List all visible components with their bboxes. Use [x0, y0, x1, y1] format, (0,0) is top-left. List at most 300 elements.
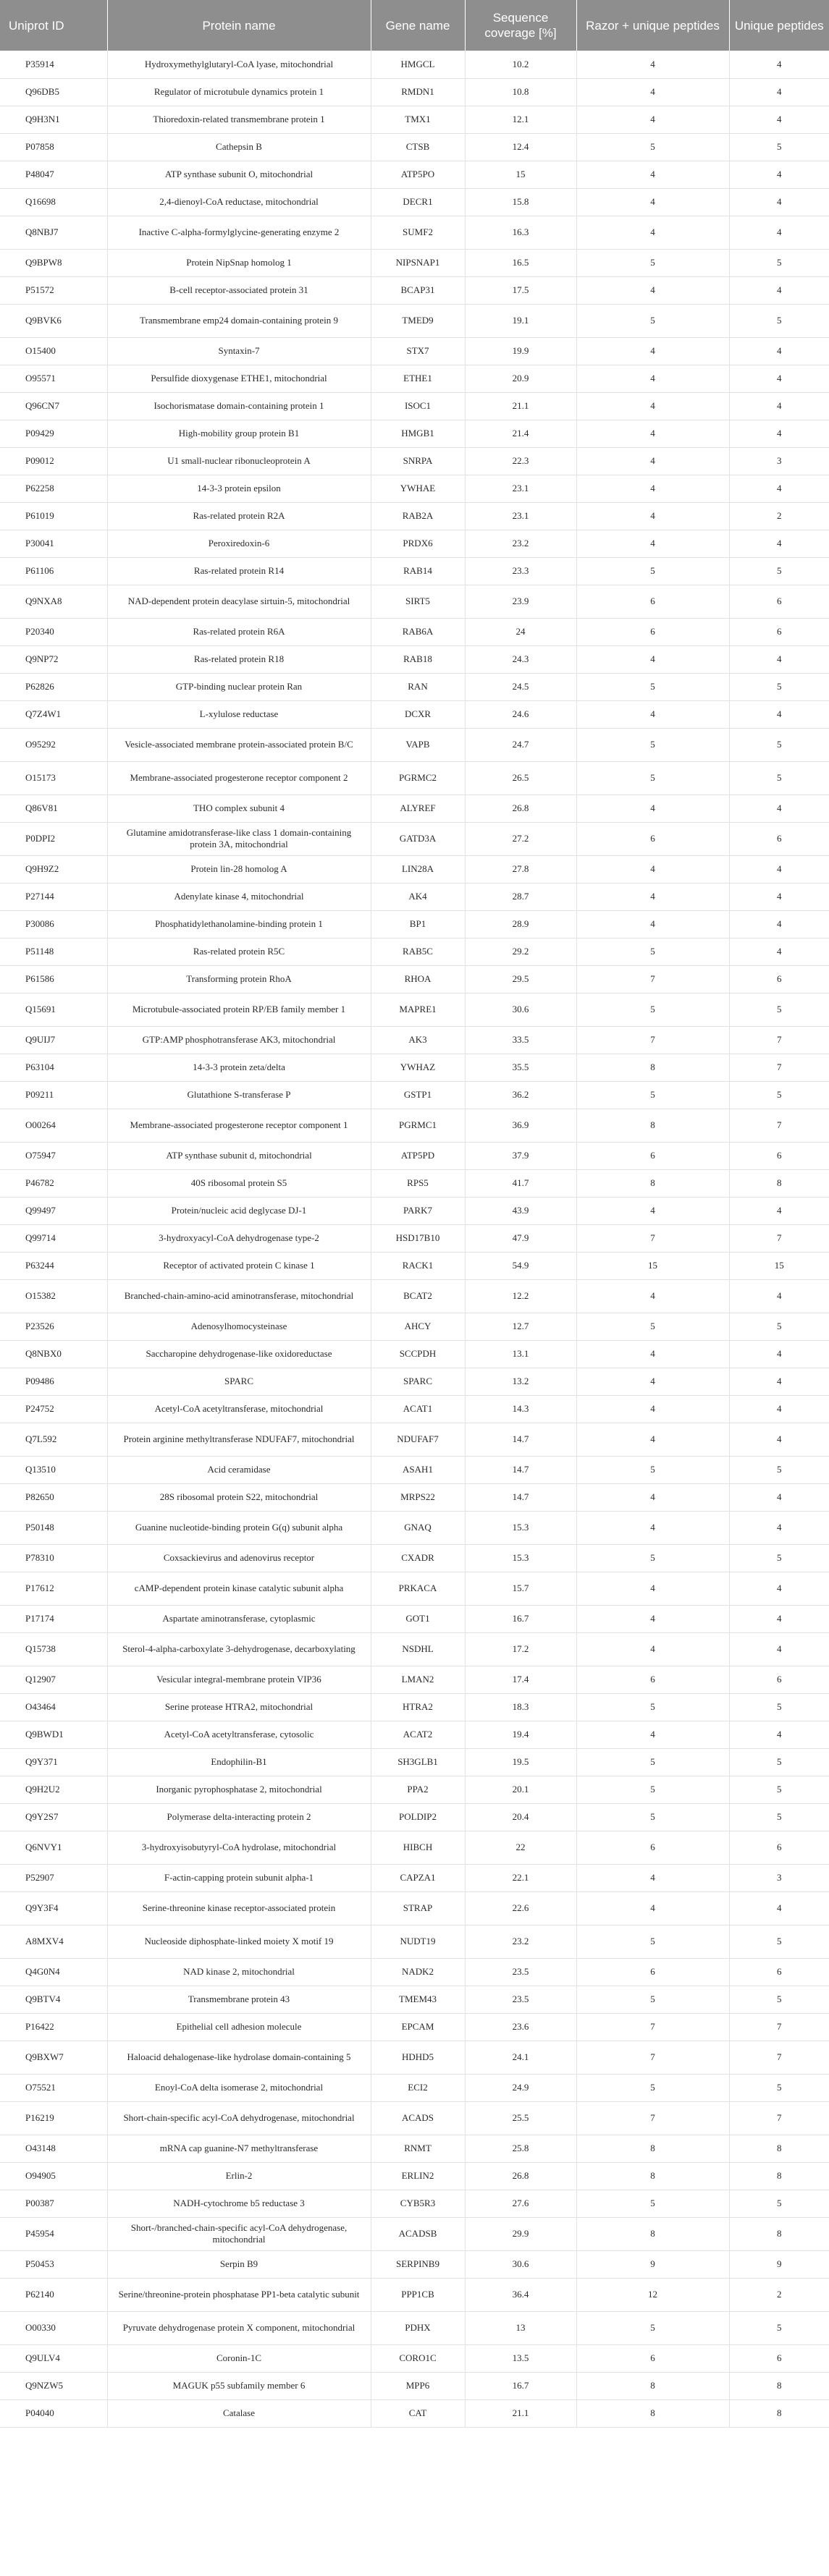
cell-razor-unique-peptides: 6: [576, 1831, 729, 1864]
cell-razor-unique-peptides: 7: [576, 1224, 729, 1252]
cell-unique-peptides: 6: [729, 2344, 829, 2372]
cell-gene-name: PPA2: [371, 1776, 465, 1803]
cell-protein-name: 40S ribosomal protein S5: [107, 1169, 371, 1197]
cell-sequence-coverage: 13.1: [465, 1340, 576, 1368]
cell-razor-unique-peptides: 4: [576, 883, 729, 910]
cell-unique-peptides: 4: [729, 530, 829, 557]
cell-unique-peptides: 3: [729, 447, 829, 475]
cell-unique-peptides: 6: [729, 1142, 829, 1169]
cell-razor-unique-peptides: 4: [576, 1511, 729, 1544]
cell-gene-name: RNMT: [371, 2135, 465, 2162]
cell-sequence-coverage: 26.8: [465, 795, 576, 822]
cell-sequence-coverage: 24.9: [465, 2074, 576, 2101]
table-row: [0, 1224, 829, 1252]
cell-sequence-coverage: 24: [465, 618, 576, 645]
cell-gene-name: ACADSB: [371, 2217, 465, 2250]
table-row: [0, 1279, 829, 1313]
cell-razor-unique-peptides: 5: [576, 1986, 729, 2013]
cell-sequence-coverage: 23.2: [465, 530, 576, 557]
table-row: [0, 1925, 829, 1958]
table-row: [0, 2311, 829, 2344]
cell-unique-peptides: 5: [729, 249, 829, 276]
cell-razor-unique-peptides: 5: [576, 1925, 729, 1958]
table-row: [0, 2217, 829, 2250]
cell-sequence-coverage: 23.6: [465, 2013, 576, 2041]
cell-sequence-coverage: 36.9: [465, 1109, 576, 1142]
cell-uniprot-id: O43148: [0, 2135, 107, 2162]
table-row: [0, 1197, 829, 1224]
table-row: [0, 728, 829, 761]
cell-gene-name: PGRMC1: [371, 1109, 465, 1142]
cell-gene-name: HIBCH: [371, 1831, 465, 1864]
cell-razor-unique-peptides: 5: [576, 1313, 729, 1340]
cell-razor-unique-peptides: 4: [576, 1368, 729, 1395]
table-row: [0, 1864, 829, 1891]
cell-protein-name: Erlin-2: [107, 2162, 371, 2190]
cell-gene-name: SNRPA: [371, 447, 465, 475]
cell-razor-unique-peptides: 6: [576, 585, 729, 618]
cell-gene-name: ATP5PD: [371, 1142, 465, 1169]
cell-protein-name: Adenosylhomocysteinase: [107, 1313, 371, 1340]
cell-gene-name: TMED9: [371, 304, 465, 337]
cell-sequence-coverage: 17.4: [465, 1666, 576, 1693]
cell-gene-name: ERLIN2: [371, 2162, 465, 2190]
cell-unique-peptides: 5: [729, 728, 829, 761]
cell-sequence-coverage: 26.5: [465, 761, 576, 795]
cell-sequence-coverage: 24.6: [465, 700, 576, 728]
cell-protein-name: Glutamine amidotransferase-like class 1 domain-containing protein 3A, mitochondrial: [107, 822, 371, 855]
cell-uniprot-id: Q86V81: [0, 795, 107, 822]
cell-razor-unique-peptides: 5: [576, 133, 729, 161]
cell-gene-name: YWHAZ: [371, 1054, 465, 1081]
cell-protein-name: Coronin-1C: [107, 2344, 371, 2372]
cell-protein-name: Protein lin-28 homolog A: [107, 855, 371, 883]
table-header: [0, 0, 829, 51]
cell-gene-name: SH3GLB1: [371, 1748, 465, 1776]
cell-uniprot-id: P09486: [0, 1368, 107, 1395]
cell-razor-unique-peptides: 4: [576, 276, 729, 304]
cell-uniprot-id: P62826: [0, 673, 107, 700]
table-row: [0, 2399, 829, 2427]
cell-uniprot-id: P61019: [0, 502, 107, 530]
cell-protein-name: Inactive C-alpha-formylglycine-generating enzyme 2: [107, 216, 371, 249]
cell-razor-unique-peptides: 4: [576, 1632, 729, 1666]
cell-protein-name: Serpin B9: [107, 2250, 371, 2278]
cell-uniprot-id: P46782: [0, 1169, 107, 1197]
cell-gene-name: BCAP31: [371, 276, 465, 304]
cell-sequence-coverage: 29.2: [465, 938, 576, 965]
cell-unique-peptides: 5: [729, 2074, 829, 2101]
cell-razor-unique-peptides: 4: [576, 188, 729, 216]
table-row: [0, 502, 829, 530]
cell-gene-name: SUMF2: [371, 216, 465, 249]
cell-protein-name: ATP synthase subunit O, mitochondrial: [107, 161, 371, 188]
cell-gene-name: TMEM43: [371, 1986, 465, 2013]
cell-sequence-coverage: 35.5: [465, 1054, 576, 1081]
cell-razor-unique-peptides: 7: [576, 2041, 729, 2074]
cell-protein-name: Hydroxymethylglutaryl-CoA lyase, mitochondrial: [107, 51, 371, 78]
table-row: [0, 475, 829, 502]
cell-protein-name: Protein NipSnap homolog 1: [107, 249, 371, 276]
cell-razor-unique-peptides: 5: [576, 761, 729, 795]
cell-razor-unique-peptides: 4: [576, 365, 729, 392]
cell-gene-name: GOT1: [371, 1605, 465, 1632]
cell-protein-name: Haloacid dehalogenase-like hydrolase domain-containing 5: [107, 2041, 371, 2074]
cell-protein-name: Ras-related protein R2A: [107, 502, 371, 530]
cell-gene-name: RPS5: [371, 1169, 465, 1197]
cell-protein-name: mRNA cap guanine-N7 methyltransferase: [107, 2135, 371, 2162]
cell-uniprot-id: O43464: [0, 1693, 107, 1721]
cell-protein-name: Inorganic pyrophosphatase 2, mitochondrial: [107, 1776, 371, 1803]
cell-gene-name: PRDX6: [371, 530, 465, 557]
cell-sequence-coverage: 22.6: [465, 1891, 576, 1925]
cell-sequence-coverage: 22.3: [465, 447, 576, 475]
table-row: [0, 1081, 829, 1109]
cell-gene-name: PARK7: [371, 1197, 465, 1224]
cell-unique-peptides: 5: [729, 1803, 829, 1831]
cell-uniprot-id: P62258: [0, 475, 107, 502]
table-row: [0, 795, 829, 822]
cell-protein-name: Glutathione S-transferase P: [107, 1081, 371, 1109]
header-protein-name: Protein name: [107, 0, 371, 51]
table-row: [0, 530, 829, 557]
cell-uniprot-id: O95571: [0, 365, 107, 392]
cell-razor-unique-peptides: 4: [576, 216, 729, 249]
cell-razor-unique-peptides: 5: [576, 557, 729, 585]
cell-razor-unique-peptides: 5: [576, 1081, 729, 1109]
cell-sequence-coverage: 14.7: [465, 1483, 576, 1511]
cell-uniprot-id: P09211: [0, 1081, 107, 1109]
cell-protein-name: Pyruvate dehydrogenase protein X component, mitochondrial: [107, 2311, 371, 2344]
cell-razor-unique-peptides: 8: [576, 2162, 729, 2190]
cell-uniprot-id: Q99497: [0, 1197, 107, 1224]
cell-uniprot-id: P52907: [0, 1864, 107, 1891]
cell-uniprot-id: Q9UIJ7: [0, 1026, 107, 1054]
cell-razor-unique-peptides: 5: [576, 728, 729, 761]
cell-gene-name: ASAH1: [371, 1456, 465, 1483]
cell-unique-peptides: 4: [729, 1197, 829, 1224]
cell-protein-name: Ras-related protein R18: [107, 645, 371, 673]
cell-uniprot-id: P82650: [0, 1483, 107, 1511]
cell-gene-name: ACAT2: [371, 1721, 465, 1748]
cell-razor-unique-peptides: 6: [576, 618, 729, 645]
cell-protein-name: 14-3-3 protein zeta/delta: [107, 1054, 371, 1081]
header-razor-unique-peptides: Razor + unique peptides: [576, 0, 729, 51]
cell-unique-peptides: 4: [729, 106, 829, 133]
cell-uniprot-id: Q6NVY1: [0, 1831, 107, 1864]
cell-gene-name: RAN: [371, 673, 465, 700]
table-row: [0, 822, 829, 855]
cell-protein-name: Transforming protein RhoA: [107, 965, 371, 993]
table-body: [0, 51, 829, 2427]
cell-protein-name: Acetyl-CoA acetyltransferase, mitochondrial: [107, 1395, 371, 1423]
cell-protein-name: Sterol-4-alpha-carboxylate 3-dehydrogenase, decarboxylating: [107, 1632, 371, 1666]
cell-razor-unique-peptides: 4: [576, 795, 729, 822]
cell-razor-unique-peptides: 5: [576, 2190, 729, 2217]
cell-protein-name: Serine-threonine kinase receptor-associated protein: [107, 1891, 371, 1925]
cell-protein-name: Microtubule-associated protein RP/EB family member 1: [107, 993, 371, 1026]
cell-sequence-coverage: 19.4: [465, 1721, 576, 1748]
cell-protein-name: Endophilin-B1: [107, 1748, 371, 1776]
cell-unique-peptides: 5: [729, 1925, 829, 1958]
cell-gene-name: ACADS: [371, 2101, 465, 2135]
cell-uniprot-id: O75521: [0, 2074, 107, 2101]
cell-gene-name: AK3: [371, 1026, 465, 1054]
cell-uniprot-id: P50453: [0, 2250, 107, 2278]
cell-unique-peptides: 6: [729, 618, 829, 645]
cell-unique-peptides: 6: [729, 822, 829, 855]
header-gene-name: Gene name: [371, 0, 465, 51]
cell-uniprot-id: P24752: [0, 1395, 107, 1423]
cell-uniprot-id: Q9BWD1: [0, 1721, 107, 1748]
cell-unique-peptides: 4: [729, 1483, 829, 1511]
header-sequence-coverage: Sequence coverage [%]: [465, 0, 576, 51]
cell-razor-unique-peptides: 5: [576, 938, 729, 965]
cell-unique-peptides: 4: [729, 700, 829, 728]
cell-razor-unique-peptides: 4: [576, 1605, 729, 1632]
cell-sequence-coverage: 24.3: [465, 645, 576, 673]
cell-protein-name: Ras-related protein R14: [107, 557, 371, 585]
cell-unique-peptides: 8: [729, 2162, 829, 2190]
cell-uniprot-id: O00330: [0, 2311, 107, 2344]
cell-protein-name: Membrane-associated progesterone receptor component 1: [107, 1109, 371, 1142]
cell-razor-unique-peptides: 5: [576, 1803, 729, 1831]
cell-protein-name: NADH-cytochrome b5 reductase 3: [107, 2190, 371, 2217]
cell-uniprot-id: O00264: [0, 1109, 107, 1142]
cell-sequence-coverage: 22.1: [465, 1864, 576, 1891]
cell-uniprot-id: Q15691: [0, 993, 107, 1026]
table-row: [0, 2344, 829, 2372]
cell-uniprot-id: P63244: [0, 1252, 107, 1279]
cell-protein-name: Isochorismatase domain-containing protein 1: [107, 392, 371, 420]
table-row: [0, 365, 829, 392]
cell-unique-peptides: 6: [729, 1958, 829, 1986]
table-row: [0, 216, 829, 249]
cell-protein-name: GTP-binding nuclear protein Ran: [107, 673, 371, 700]
cell-razor-unique-peptides: 4: [576, 78, 729, 106]
cell-uniprot-id: Q13510: [0, 1456, 107, 1483]
cell-gene-name: POLDIP2: [371, 1803, 465, 1831]
cell-unique-peptides: 4: [729, 1572, 829, 1605]
cell-unique-peptides: 6: [729, 1831, 829, 1864]
cell-sequence-coverage: 29.9: [465, 2217, 576, 2250]
cell-gene-name: RAB5C: [371, 938, 465, 965]
cell-sequence-coverage: 10.2: [465, 51, 576, 78]
table-row: [0, 1313, 829, 1340]
cell-protein-name: Aspartate aminotransferase, cytoplasmic: [107, 1605, 371, 1632]
cell-razor-unique-peptides: 8: [576, 1109, 729, 1142]
cell-gene-name: RHOA: [371, 965, 465, 993]
cell-gene-name: GNAQ: [371, 1511, 465, 1544]
cell-protein-name: THO complex subunit 4: [107, 795, 371, 822]
cell-razor-unique-peptides: 4: [576, 1572, 729, 1605]
cell-gene-name: CAT: [371, 2399, 465, 2427]
cell-razor-unique-peptides: 4: [576, 1483, 729, 1511]
cell-sequence-coverage: 25.5: [465, 2101, 576, 2135]
cell-razor-unique-peptides: 4: [576, 1340, 729, 1368]
table-row: [0, 133, 829, 161]
cell-uniprot-id: P07858: [0, 133, 107, 161]
cell-protein-name: Protein/nucleic acid deglycase DJ-1: [107, 1197, 371, 1224]
table-row: [0, 337, 829, 365]
cell-gene-name: DECR1: [371, 188, 465, 216]
table-row: [0, 1803, 829, 1831]
cell-sequence-coverage: 24.7: [465, 728, 576, 761]
cell-uniprot-id: P62140: [0, 2278, 107, 2311]
cell-sequence-coverage: 47.9: [465, 1224, 576, 1252]
cell-gene-name: CXADR: [371, 1544, 465, 1572]
cell-gene-name: ALYREF: [371, 795, 465, 822]
table-row: [0, 2190, 829, 2217]
cell-uniprot-id: P09012: [0, 447, 107, 475]
table-row: [0, 2372, 829, 2399]
cell-uniprot-id: P51148: [0, 938, 107, 965]
cell-uniprot-id: O15173: [0, 761, 107, 795]
cell-protein-name: 3-hydroxyacyl-CoA dehydrogenase type-2: [107, 1224, 371, 1252]
cell-unique-peptides: 5: [729, 304, 829, 337]
cell-sequence-coverage: 15.8: [465, 188, 576, 216]
cell-gene-name: DCXR: [371, 700, 465, 728]
cell-razor-unique-peptides: 4: [576, 1197, 729, 1224]
cell-protein-name: Acetyl-CoA acetyltransferase, cytosolic: [107, 1721, 371, 1748]
table-row: [0, 700, 829, 728]
cell-unique-peptides: 2: [729, 2278, 829, 2311]
cell-razor-unique-peptides: 4: [576, 530, 729, 557]
cell-razor-unique-peptides: 4: [576, 645, 729, 673]
table-row: [0, 1958, 829, 1986]
table-row: [0, 1748, 829, 1776]
cell-unique-peptides: 4: [729, 795, 829, 822]
cell-uniprot-id: Q9Y2S7: [0, 1803, 107, 1831]
cell-unique-peptides: 4: [729, 1340, 829, 1368]
cell-gene-name: MAPRE1: [371, 993, 465, 1026]
cell-razor-unique-peptides: 4: [576, 502, 729, 530]
cell-unique-peptides: 4: [729, 216, 829, 249]
cell-sequence-coverage: 24.1: [465, 2041, 576, 2074]
cell-gene-name: GATD3A: [371, 822, 465, 855]
cell-protein-name: Acid ceramidase: [107, 1456, 371, 1483]
cell-sequence-coverage: 21.1: [465, 392, 576, 420]
cell-sequence-coverage: 10.8: [465, 78, 576, 106]
table-row: [0, 51, 829, 78]
cell-sequence-coverage: 13.5: [465, 2344, 576, 2372]
cell-protein-name: Peroxiredoxin-6: [107, 530, 371, 557]
cell-sequence-coverage: 19.1: [465, 304, 576, 337]
table-row: [0, 392, 829, 420]
cell-unique-peptides: 6: [729, 965, 829, 993]
cell-uniprot-id: P45954: [0, 2217, 107, 2250]
table-row: [0, 1632, 829, 1666]
cell-gene-name: LMAN2: [371, 1666, 465, 1693]
cell-protein-name: Ras-related protein R5C: [107, 938, 371, 965]
cell-sequence-coverage: 20.4: [465, 1803, 576, 1831]
table-row: [0, 1026, 829, 1054]
cell-sequence-coverage: 12.2: [465, 1279, 576, 1313]
cell-gene-name: RACK1: [371, 1252, 465, 1279]
cell-gene-name: PPP1CB: [371, 2278, 465, 2311]
cell-uniprot-id: Q7L592: [0, 1423, 107, 1456]
cell-gene-name: RAB14: [371, 557, 465, 585]
cell-gene-name: ECI2: [371, 2074, 465, 2101]
cell-protein-name: Receptor of activated protein C kinase 1: [107, 1252, 371, 1279]
cell-uniprot-id: O15400: [0, 337, 107, 365]
cell-gene-name: MRPS22: [371, 1483, 465, 1511]
cell-razor-unique-peptides: 8: [576, 1054, 729, 1081]
cell-gene-name: PDHX: [371, 2311, 465, 2344]
cell-gene-name: AHCY: [371, 1313, 465, 1340]
cell-sequence-coverage: 33.5: [465, 1026, 576, 1054]
cell-sequence-coverage: 23.5: [465, 1986, 576, 2013]
cell-razor-unique-peptides: 5: [576, 2074, 729, 2101]
table-row: [0, 1054, 829, 1081]
cell-protein-name: L-xylulose reductase: [107, 700, 371, 728]
cell-razor-unique-peptides: 5: [576, 1693, 729, 1721]
header-unique-peptides: Unique peptides: [729, 0, 829, 51]
cell-uniprot-id: P16219: [0, 2101, 107, 2135]
cell-uniprot-id: P30086: [0, 910, 107, 938]
table-row: [0, 645, 829, 673]
cell-unique-peptides: 5: [729, 1776, 829, 1803]
cell-uniprot-id: P63104: [0, 1054, 107, 1081]
cell-razor-unique-peptides: 4: [576, 1891, 729, 1925]
cell-sequence-coverage: 13: [465, 2311, 576, 2344]
cell-uniprot-id: P0DPI2: [0, 822, 107, 855]
cell-unique-peptides: 7: [729, 1054, 829, 1081]
cell-uniprot-id: P04040: [0, 2399, 107, 2427]
table-row: [0, 1986, 829, 2013]
cell-protein-name: Membrane-associated progesterone receptor component 2: [107, 761, 371, 795]
table-row: [0, 420, 829, 447]
cell-uniprot-id: Q9BVK6: [0, 304, 107, 337]
cell-unique-peptides: 5: [729, 761, 829, 795]
cell-razor-unique-peptides: 7: [576, 2101, 729, 2135]
cell-unique-peptides: 15: [729, 1252, 829, 1279]
cell-gene-name: HTRA2: [371, 1693, 465, 1721]
cell-unique-peptides: 4: [729, 392, 829, 420]
cell-unique-peptides: 7: [729, 2041, 829, 2074]
cell-razor-unique-peptides: 6: [576, 822, 729, 855]
cell-uniprot-id: Q8NBX0: [0, 1340, 107, 1368]
cell-uniprot-id: P50148: [0, 1511, 107, 1544]
table-row: [0, 1483, 829, 1511]
cell-uniprot-id: P61586: [0, 965, 107, 993]
cell-unique-peptides: 4: [729, 645, 829, 673]
cell-unique-peptides: 5: [729, 673, 829, 700]
cell-sequence-coverage: 17.5: [465, 276, 576, 304]
cell-unique-peptides: 4: [729, 1721, 829, 1748]
cell-uniprot-id: Q9H2U2: [0, 1776, 107, 1803]
table-row: [0, 1456, 829, 1483]
cell-unique-peptides: 4: [729, 883, 829, 910]
cell-sequence-coverage: 36.4: [465, 2278, 576, 2311]
cell-sequence-coverage: 36.2: [465, 1081, 576, 1109]
cell-razor-unique-peptides: 4: [576, 700, 729, 728]
cell-sequence-coverage: 20.9: [465, 365, 576, 392]
cell-uniprot-id: Q9Y3F4: [0, 1891, 107, 1925]
cell-protein-name: Cathepsin B: [107, 133, 371, 161]
cell-sequence-coverage: 19.5: [465, 1748, 576, 1776]
cell-razor-unique-peptides: 4: [576, 1721, 729, 1748]
cell-uniprot-id: P30041: [0, 530, 107, 557]
cell-sequence-coverage: 15.7: [465, 1572, 576, 1605]
cell-razor-unique-peptides: 5: [576, 993, 729, 1026]
cell-protein-name: NAD-dependent protein deacylase sirtuin-5, mitochondrial: [107, 585, 371, 618]
table-row: [0, 883, 829, 910]
cell-unique-peptides: 4: [729, 337, 829, 365]
cell-gene-name: PRKACA: [371, 1572, 465, 1605]
cell-gene-name: VAPB: [371, 728, 465, 761]
cell-uniprot-id: Q9BTV4: [0, 1986, 107, 2013]
